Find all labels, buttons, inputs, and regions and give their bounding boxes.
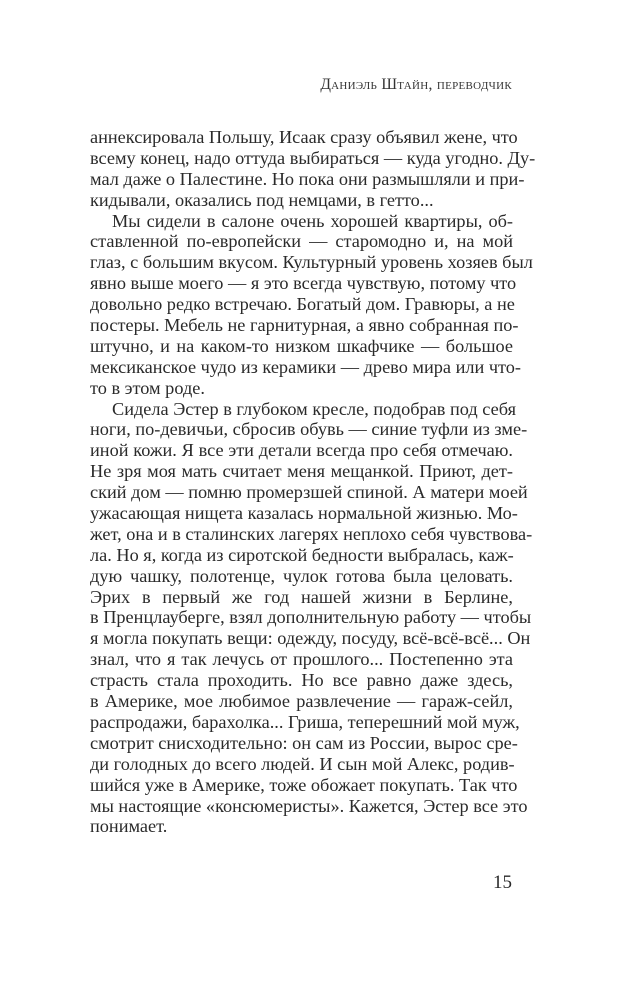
text-line: Эрих в первый же год нашей жизни в Берлине, [90, 586, 513, 607]
text-line: жет, она и в сталинских лагерях неплохо себя чувствова- [90, 523, 533, 544]
text-line: Не зря моя мать считает меня мещанкой. Приют, дет- [90, 461, 513, 482]
text-line: знал, что я так лечусь от прошлого... Постепенно эта [90, 649, 513, 670]
text-line: Мы сидели в салоне очень хорошей квартиры, об- [112, 210, 513, 231]
text-line: ноги, по-девичьи, сбросив обувь — синие туфли из зме- [90, 419, 528, 440]
text-line: явно выше моего — я это всегда чувствую, потому что [90, 273, 517, 294]
text-line: ла. Но я, когда из сиротской бедности выбралась, каж- [90, 544, 514, 565]
text-line: я могла покупать вещи: одежду, посуду, всё-всё-всё... Он [90, 628, 531, 649]
text-line: Сидела Эстер в глубоком кресле, подобрав под себя [112, 398, 516, 419]
text-line: всему конец, надо оттуда выбираться — куда угодно. Ду- [90, 147, 536, 168]
paragraph [90, 398, 533, 838]
text-line: дую чашку, полотенце, чулок готова была целовать. [90, 565, 513, 586]
text-line: понимает. [90, 816, 168, 837]
text-line: распродажи, барахолка... Гриша, теперешний мой муж, [90, 711, 520, 732]
text-line: то в этом роде. [90, 377, 205, 398]
text-line: постеры. Мебель не гарнитурная, а явно собранная по- [90, 315, 519, 336]
text-line: в Америке, мое любимое развлечение — гараж-сейл, [90, 691, 513, 712]
paragraph [90, 127, 536, 211]
text-line: кидывали, оказались под немцами, в гетто... [90, 189, 434, 210]
text-line: страсть стала проходить. Но все равно даже здесь, [90, 670, 513, 691]
text-line: мексиканское чудо из керамики — древо мира или что- [90, 356, 522, 377]
text-line: мы настоящие «консюмеристы». Кажется, Эстер все это [90, 795, 528, 816]
body-text [90, 127, 536, 837]
text-line: аннексировала Польшу, Исаак сразу объявил жене, что [90, 127, 518, 147]
running-header: Даниэль Штайн, переводчик [320, 76, 512, 93]
text-line: глаз, с большим вкусом. Культурный уровень хозяев был [90, 252, 533, 273]
text-line: мал даже о Палестине. Но пока они размышляли и при- [90, 168, 525, 189]
text-line: штучно, и на каком-то низком шкафчике — большое [90, 335, 513, 356]
text-line: в Пренцлауберге, взял дополнительную работу — чтобы [90, 607, 532, 628]
text-line: довольно редко встречаю. Богатый дом. Гравюры, а не [90, 294, 515, 315]
text-line: шийся уже в Америке, тоже обожает покупать. Так что [90, 774, 518, 795]
text-line: ужасающая нищета казалась нормальной жизнью. Мо- [90, 503, 518, 524]
paragraph [90, 210, 533, 399]
page-number: 15 [493, 872, 512, 893]
text-line: смотрит снисходительно: он сам из России, вырос сре- [90, 732, 518, 753]
text-line: иной кожи. Я все эти детали всегда про себя отмечаю. [90, 440, 513, 461]
text-line: ский дом — помню промерзшей спиной. А матери моей [90, 482, 528, 503]
text-line: ди голодных до всего людей. И сын мой Алекс, родив- [90, 753, 515, 774]
text-line: ставленной по-европейски — старомодно и, на мой [90, 231, 513, 252]
